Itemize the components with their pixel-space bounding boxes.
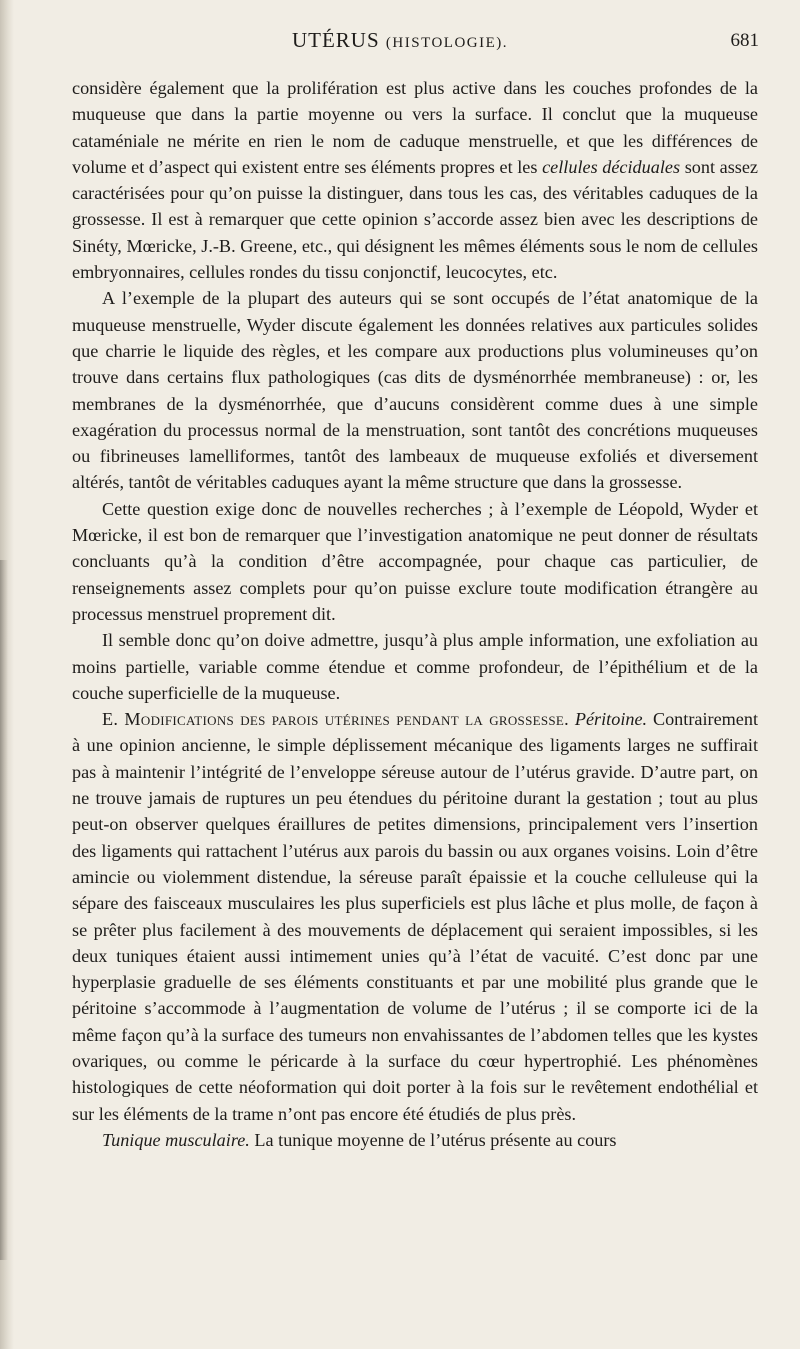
section-heading: E. Modifications des parois utérines pendant la grossesse. [102,709,569,730]
subsection-tunique-musculaire: Tunique musculaire. [102,1129,250,1150]
paragraph-5 [72,706,758,1127]
running-title-main: UTÉRUS [291,28,380,52]
subsection-peritoine: Péritoine. [574,709,648,730]
page-number: 681 [730,30,759,51]
running-title-sub: (HISTOLOGIE). [385,35,509,51]
body-text [72,75,758,1153]
paragraph-5-text: Contrairement à une opinion ancienne, le simple déplissement mécanique des ligaments larges ne suffirait pas à maintenir l’intégrité de l’enveloppe séreuse autour de l’utérus gravide. D’autre part, on ne trouve jamais de ruptures un peu étendues du péritoine durant la gestation ; tout au plus peut-on observer quelques éraillures de petites dimensions, principalement vers l’insertion des ligaments qui rattachent l’utérus aux parois du bassin ou aux organes voisins. Loin d’être amincie ou violemment distendue, la séreuse paraît épaissie et la couche celluleuse qui la sépare des faisceaux musculaires les plus superficiels est plus lâche et plus molle, de façon à se prêter plus facilement à des mouvements de déplacement qui seraient impossibles, si les deux tuniques étaient aussi intimement unies qu’à l’état de vacuité. C’est donc par une hyperplasie graduelle de ses éléments constituants et par une mobilité plus grande que le péritoine s’accommode à l’augmentation de volume de l’utérus ; il se comporte ici de la même façon qu’à la surface des tumeurs non envahissantes de l’abdomen telles que les kystes ovariques, ou comme le péricarde à la surface du cœur hypertrophié. Les phénomènes histologiques de cette néoformation qui doit porter à la fois sur le revêtement endothélial et sur les éléments de la trame n’ont pas encore été étudiés de plus près. [72,709,759,1124]
paragraph-2: A l’exemple de la plupart des auteurs qui se sont occupés de l’état anatomique de la muqueuse menstruelle, Wyder discute également les données relatives aux particules solides que charrie le liquide des règles, et les compare aux productions plus volumineuses qu’on trouve dans certains flux pathologiques (cas dits de dysménorrhée membraneuse) : or, les membranes de la dysménorrhée, que d’aucuns considèrent comme dues à une simple exagération du processus normal de la menstruation, sont tantôt des concrétions muqueuses ou fibrineuses lamelliformes, tantôt des lambeaux de muqueuse exfoliés et diversement altérés, tantôt de véritables caduques ayant la même structure que dans la grossesse. [72,288,758,493]
page-header [0,28,800,58]
binding-shadow [0,560,8,1260]
term-cellules-deciduales: cellules déciduales [542,156,681,177]
paragraph-3: Cette question exige donc de nouvelles recherches ; à l’exemple de Léopold, Wyder et Mœricke, il est bon de remarquer que l’investigation anatomique ne peut donner de résultats concluants qu’à la condition d’être accompagnée, pour chaque cas particulier, de renseignements assez complets pour qu’on puisse exclure toute modification étrangère au processus menstruel proprement dit. [72,498,758,624]
paragraph-1-end: sont assez caractérisées pour qu’on puisse la distinguer, dans tous les cas, des véritables caduques de la grossesse. Il est à remarquer que cette opinion s’accorde assez bien avec les descriptions de Sinéty, Mœricke, J.-B. Greene, etc., qui désignent les mêmes éléments sous le nom de cellules embryonnaires, cellules rondes du tissu conjonctif, leucocytes, etc. [72,156,759,283]
paragraph-1-start: considère également que la prolifération est plus active dans les couches profondes de la muqueuse que dans la partie moyenne ou vers la surface. Il conclut que la muqueuse cataméniale ne mérite en rien le nom de caduque menstruelle, et que les différences de volume et d’aspect qui existent entre ses éléments propres et les [72,78,758,177]
paragraph-6-text: La tunique moyenne de l’utérus présente au cours [254,1129,617,1150]
running-title [0,28,800,53]
paragraph-4: Il semble donc qu’on doive admettre, jusqu’à plus ample information, une exfoliation au moins partielle, variable comme étendue et comme profondeur, de l’épithélium et de la couche superficielle de la muqueuse. [72,630,758,703]
paragraph-6 [72,1127,758,1153]
paragraph-1 [72,75,758,285]
